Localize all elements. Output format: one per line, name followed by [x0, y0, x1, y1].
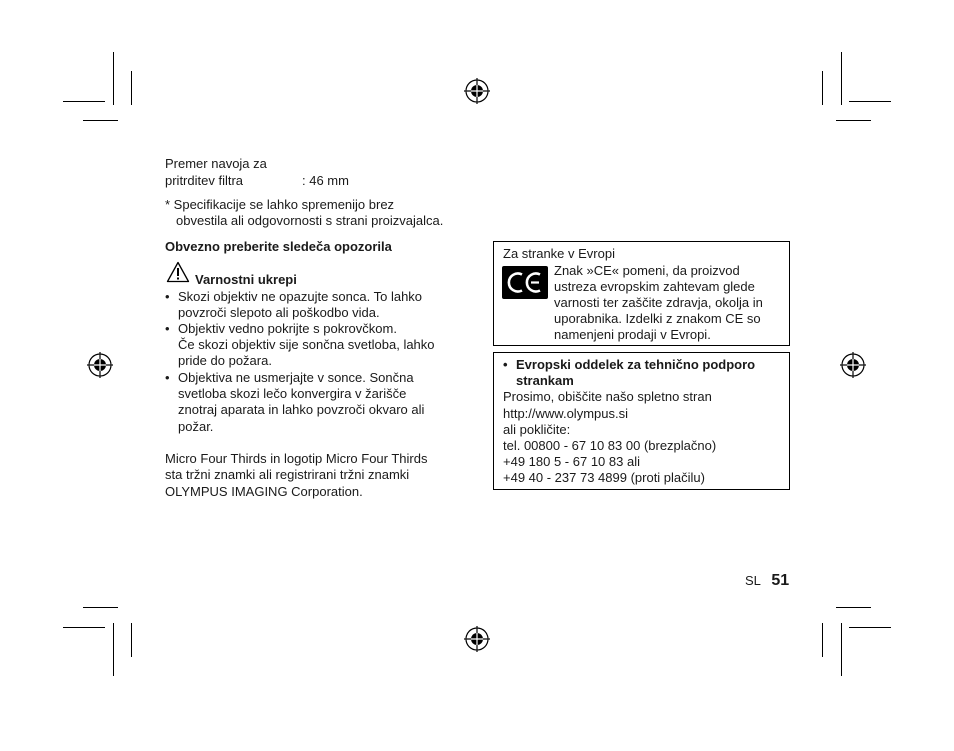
ce-text-line3: varnosti ter zaščite zdravja, okolja in	[554, 295, 763, 310]
safety-item-2-line2: Če skozi objektiv sije sončna svetloba, lahko	[178, 337, 435, 352]
support-phone-free: tel. 00800 - 67 10 83 00 (brezplačno)	[503, 438, 717, 453]
support-box	[493, 352, 790, 490]
crop-mark	[841, 52, 842, 105]
safety-item-1-line2: povzroči slepoto ali poškodbo vida.	[178, 305, 380, 320]
crop-mark	[836, 607, 871, 608]
crop-mark	[131, 71, 132, 105]
crop-mark	[83, 607, 118, 608]
support-heading-line1: Evropski oddelek za tehnično podporo	[516, 357, 756, 372]
safety-item-2-line1: Objektiv vedno pokrijte s pokrovčkom.	[178, 321, 397, 336]
filter-label-line1: Premer navoja za	[165, 156, 267, 171]
registration-mark-icon	[840, 352, 866, 378]
trademark-line2: sta tržni znamki ali registrirani tržni znamki	[165, 467, 410, 482]
safety-item-1-line1: Skozi objektiv ne opazujte sonca. To lahko	[178, 289, 423, 304]
crop-mark	[849, 101, 891, 102]
support-line1: Prosimo, obiščite našo spletno stran	[503, 389, 712, 404]
crop-mark	[63, 627, 105, 628]
warnings-heading: Obvezno preberite sledeča opozorila	[165, 239, 392, 254]
safety-item-3-line1: Objektiva ne usmerjajte v sonce. Sončna	[178, 370, 414, 385]
crop-mark	[822, 623, 823, 657]
registration-mark-icon	[464, 78, 490, 104]
registration-mark-icon	[87, 352, 113, 378]
ce-text-line5: namenjeni prodaji v Evropi.	[554, 327, 711, 342]
spec-note-line2: obvestila ali odgovornosti s strani proizvajalca.	[176, 213, 444, 228]
crop-mark	[822, 71, 823, 105]
safety-item-3-line2: svetloba skozi lečo konvergira v žarišče	[178, 386, 407, 401]
filter-value: : 46 mm	[302, 173, 349, 188]
ce-text-line4: uporabnika. Izdelki z znakom CE so	[554, 311, 761, 326]
bullet: •	[165, 289, 170, 304]
safety-item-3-line3: znotraj aparata in lahko povzroči okvaro ali	[178, 402, 425, 417]
support-phone-3: +49 40 - 237 73 4899 (proti plačilu)	[503, 470, 705, 485]
crop-mark	[113, 623, 114, 676]
crop-mark	[113, 52, 114, 105]
safety-item-2-line3: pride do požara.	[178, 353, 272, 368]
support-url[interactable]: http://www.olympus.si	[503, 406, 628, 421]
safety-title: Varnostni ukrepi	[195, 272, 297, 287]
bullet: •	[503, 357, 508, 372]
bullet: •	[165, 370, 170, 385]
support-line3: ali pokličite:	[503, 422, 571, 437]
trademark-line3: OLYMPUS IMAGING Corporation.	[165, 484, 363, 499]
language-code: SL	[745, 573, 761, 588]
support-phone-2: +49 180 5 - 67 10 83 ali	[503, 454, 640, 469]
ce-text-line1: Znak »CE« pomeni, da proizvod	[554, 263, 740, 278]
bullet: •	[165, 321, 170, 336]
crop-mark	[841, 623, 842, 676]
ce-text-line2: ustreza evropskim zahtevam glede	[554, 279, 755, 294]
ce-mark-icon	[502, 266, 548, 299]
ce-box-title: Za stranke v Evropi	[503, 246, 615, 261]
crop-mark	[83, 120, 118, 121]
crop-mark	[836, 120, 871, 121]
registration-mark-icon	[464, 626, 490, 652]
crop-mark	[131, 623, 132, 657]
page-number: 51	[771, 572, 790, 589]
crop-mark	[849, 627, 891, 628]
warning-triangle-icon	[166, 261, 190, 283]
filter-label-line2: pritrditev filtra	[165, 173, 244, 188]
trademark-line1: Micro Four Thirds in logotip Micro Four Thirds	[165, 451, 428, 466]
safety-item-3-line4: požar.	[178, 419, 214, 434]
support-heading-line2: strankam	[516, 373, 574, 388]
page-footer	[745, 572, 789, 590]
crop-mark	[63, 101, 105, 102]
ce-notice-box	[493, 241, 790, 346]
spec-note-line1: * Specifikacije se lahko spremenijo brez	[165, 197, 395, 212]
